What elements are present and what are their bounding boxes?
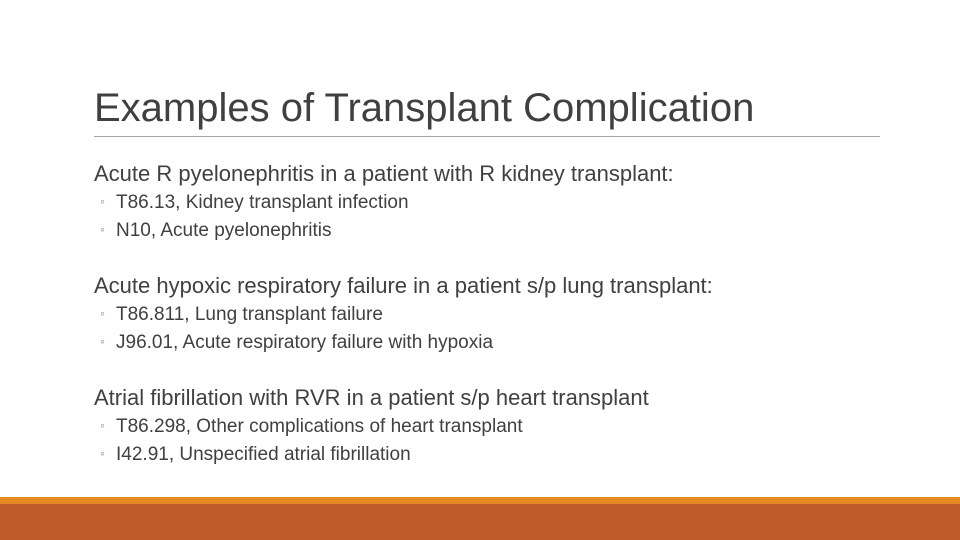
- bullet-circle-icon: ◦: [100, 445, 105, 461]
- title-divider: [94, 136, 880, 137]
- bullet-circle-icon: ◦: [100, 221, 105, 237]
- bullet-text: T86.811, Lung transplant failure: [116, 304, 383, 325]
- section-heading: Acute hypoxic respiratory failure in a patient s/p lung transplant:: [94, 273, 713, 298]
- bullet-list: [94, 188, 674, 244]
- bullet-list: [94, 300, 713, 356]
- bullet-item: [94, 440, 649, 468]
- bullet-item: [94, 188, 674, 216]
- slide-title: Examples of Transplant Complication: [94, 86, 755, 130]
- section-heading: Acute R pyelonephritis in a patient with R kidney transplant:: [94, 161, 674, 186]
- bullet-circle-icon: ◦: [100, 193, 105, 209]
- bullet-text: I42.91, Unspecified atrial fibrillation: [116, 444, 411, 465]
- bullet-item: [94, 328, 713, 356]
- footer-accent-stripe: [0, 497, 960, 504]
- bullet-text: N10, Acute pyelonephritis: [116, 220, 332, 241]
- bullet-item: [94, 412, 649, 440]
- section-lung: [94, 272, 713, 356]
- bullet-list: [94, 412, 649, 468]
- bullet-circle-icon: ◦: [100, 333, 105, 349]
- bullet-circle-icon: ◦: [100, 305, 105, 321]
- bullet-item: [94, 300, 713, 328]
- footer-band: [0, 504, 960, 540]
- section-heart: [94, 384, 649, 468]
- bullet-text: J96.01, Acute respiratory failure with hypoxia: [116, 332, 494, 353]
- bullet-circle-icon: ◦: [100, 417, 105, 433]
- section-kidney: [94, 160, 674, 244]
- bullet-text: T86.298, Other complications of heart transplant: [116, 416, 523, 437]
- section-heading: Atrial fibrillation with RVR in a patient s/p heart transplant: [94, 385, 649, 410]
- bullet-item: [94, 216, 674, 244]
- bullet-text: T86.13, Kidney transplant infection: [116, 192, 409, 213]
